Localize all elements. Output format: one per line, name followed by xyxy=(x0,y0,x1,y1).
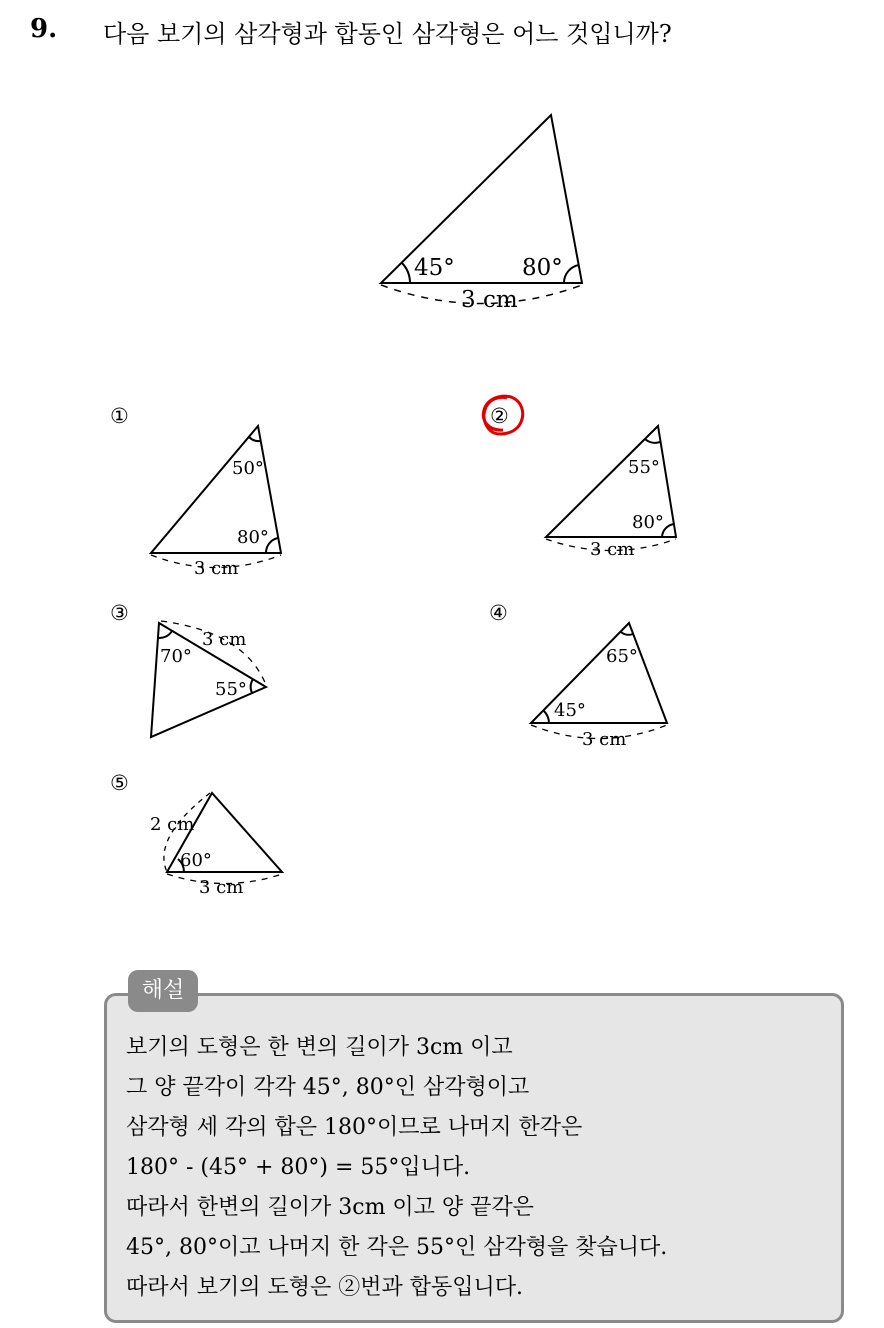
solution-text xyxy=(126,1028,667,1308)
solution-line: 45°, 80°이고 나머지 한 각은 55°인 삼각형을 찾습니다. xyxy=(126,1235,668,1260)
reference-side-label: 3 cm xyxy=(461,287,518,313)
choice-5-angle: 60° xyxy=(180,850,212,871)
choice-1-side: 3 cm xyxy=(194,558,239,579)
choice-2-arc-top xyxy=(645,439,660,443)
choice-1-angle-top: 50° xyxy=(232,458,264,479)
choice-5-side-left: 2 cm xyxy=(150,814,195,835)
choice-2-angle-bottom: 80° xyxy=(632,512,664,533)
reference-angle-right: 80° xyxy=(522,255,563,281)
solution-tag: 해설 xyxy=(128,970,198,1012)
choice-2-angle-top: 55° xyxy=(628,457,660,478)
question-text: 다음 보기의 삼각형과 합동인 삼각형은 어느 것입니까? xyxy=(103,20,672,48)
choice-4-arc-top xyxy=(621,632,633,635)
choice-4-label: ④ xyxy=(489,601,508,625)
choice-3-angle-left: 70° xyxy=(160,646,192,667)
choice-3-arc-right xyxy=(251,679,253,693)
choice-5-label: ⑤ xyxy=(110,771,129,795)
solution-line: 따라서 보기의 도형은 ②번과 합동입니다. xyxy=(126,1275,523,1300)
choice-3-arc-left xyxy=(158,631,172,638)
choice-2-side: 3 cm xyxy=(590,539,635,560)
solution-line: 삼각형 세 각의 합은 180°이므로 나머지 한각은 xyxy=(126,1115,583,1140)
choice-5-side: 3 cm xyxy=(199,877,244,898)
solution-line: 따라서 한변의 길이가 3cm 이고 양 끝각은 xyxy=(126,1195,534,1220)
solution-line: 보기의 도형은 한 변의 길이가 3cm 이고 xyxy=(126,1035,513,1060)
choice-4-triangle xyxy=(531,623,667,723)
choice-4-side: 3 cm xyxy=(582,729,627,750)
choice-3-angle-right: 55° xyxy=(215,679,247,700)
choice-1-label: ① xyxy=(110,404,129,428)
reference-angle-left: 45° xyxy=(414,255,455,281)
question-number: 9. xyxy=(30,14,58,44)
reference-angle-right-arc xyxy=(564,265,579,283)
solution-line: 180° - (45° + 80°) = 55°입니다. xyxy=(126,1155,471,1180)
choice-4-arc-left xyxy=(544,711,549,723)
choice-1-angle-bottom: 80° xyxy=(237,527,269,548)
solution-line: 그 양 끝각이 각각 45°, 80°인 삼각형이고 xyxy=(126,1075,530,1100)
choice-3-side: 3 cm xyxy=(202,629,247,650)
choice-3-label: ③ xyxy=(110,601,129,625)
choice-2-label: ② xyxy=(490,404,509,428)
reference-angle-left-arc xyxy=(402,263,410,283)
choice-4-angle-left: 45° xyxy=(554,700,586,721)
choice-4-angle-top: 65° xyxy=(606,646,638,667)
